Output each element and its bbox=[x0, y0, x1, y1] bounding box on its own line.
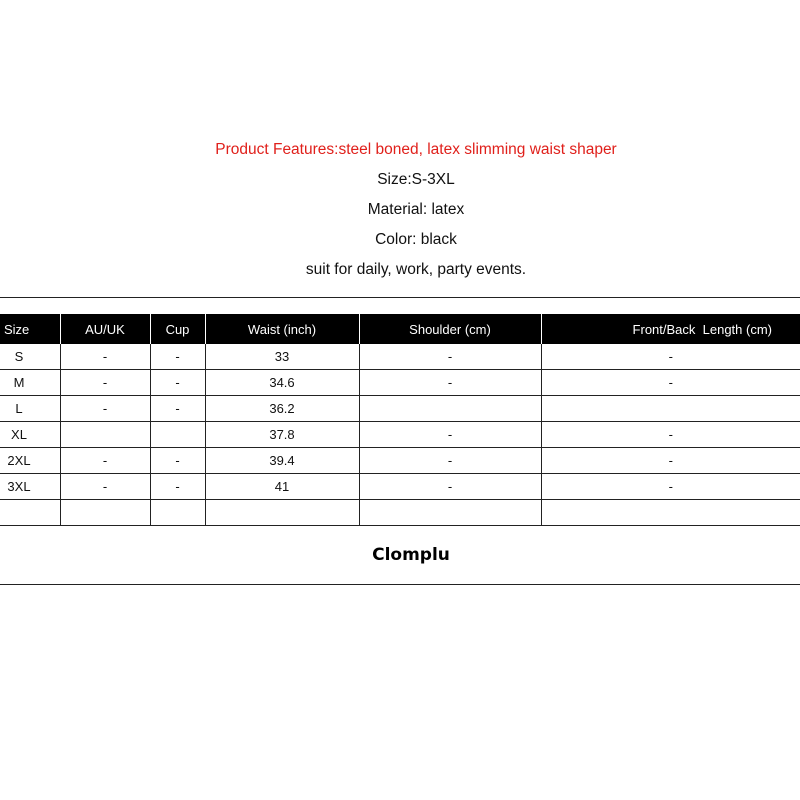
header-shoulder: Shoulder (cm) bbox=[359, 314, 541, 344]
cell-au-uk: - bbox=[60, 344, 150, 370]
header-front-back-length: Front/Back Length (cm) bbox=[541, 314, 800, 344]
cell-shoulder: - bbox=[359, 370, 541, 396]
size-label: XL bbox=[11, 427, 27, 442]
cell-front-back-length: - bbox=[541, 422, 800, 448]
table-row bbox=[0, 500, 800, 526]
cell-waist: 33 bbox=[205, 344, 359, 370]
cell-cup: - bbox=[150, 396, 205, 422]
cell-cup bbox=[150, 422, 205, 448]
cell-waist: 39.4 bbox=[205, 448, 359, 474]
table-row bbox=[0, 344, 800, 370]
cell-size bbox=[0, 422, 60, 448]
product-features bbox=[0, 138, 800, 288]
cell-shoulder: - bbox=[359, 474, 541, 500]
cell-shoulder bbox=[359, 500, 541, 526]
divider-bottom bbox=[0, 584, 800, 585]
cell-shoulder: - bbox=[359, 448, 541, 474]
cell-shoulder bbox=[359, 396, 541, 422]
cell-front-back-length bbox=[541, 396, 800, 422]
table-row bbox=[0, 370, 800, 396]
header-size: Size bbox=[0, 314, 60, 344]
cell-au-uk bbox=[60, 500, 150, 526]
color: Color: black bbox=[375, 231, 457, 248]
cell-cup: - bbox=[150, 370, 205, 396]
cell-au-uk: - bbox=[60, 396, 150, 422]
cell-front-back-length: - bbox=[541, 474, 800, 500]
cell-shoulder: - bbox=[359, 422, 541, 448]
table-header-row bbox=[0, 314, 800, 344]
cell-au-uk: - bbox=[60, 448, 150, 474]
cell-front-back-length: - bbox=[541, 448, 800, 474]
cell-cup: - bbox=[150, 474, 205, 500]
features-title: Product Features:steel boned, latex slimming waist shaper bbox=[215, 141, 617, 158]
size-range: Size:S-3XL bbox=[377, 171, 455, 188]
cell-cup: - bbox=[150, 344, 205, 370]
table-row bbox=[0, 422, 800, 448]
cell-waist: 34.6 bbox=[205, 370, 359, 396]
brand-name: Clomplu bbox=[372, 545, 450, 565]
cell-waist: 36.2 bbox=[205, 396, 359, 422]
size-label: 2XL bbox=[7, 453, 31, 468]
cell-size bbox=[0, 500, 60, 526]
header-au-uk: AU/UK bbox=[60, 314, 150, 344]
table-row bbox=[0, 396, 800, 422]
size-label: L bbox=[15, 401, 23, 416]
table-row bbox=[0, 474, 800, 500]
cell-size bbox=[0, 448, 60, 474]
material: Material: latex bbox=[367, 201, 465, 218]
cell-cup: - bbox=[150, 448, 205, 474]
cell-shoulder: - bbox=[359, 344, 541, 370]
cell-size bbox=[0, 370, 60, 396]
size-label: 3XL bbox=[7, 479, 31, 494]
table-row bbox=[0, 448, 800, 474]
header-waist: Waist (inch) bbox=[205, 314, 359, 344]
cell-cup bbox=[150, 500, 205, 526]
cell-au-uk bbox=[60, 422, 150, 448]
cell-au-uk: - bbox=[60, 370, 150, 396]
cell-size bbox=[0, 344, 60, 370]
size-label: M bbox=[13, 375, 25, 390]
cell-waist bbox=[205, 500, 359, 526]
cell-waist: 37.8 bbox=[205, 422, 359, 448]
cell-front-back-length bbox=[541, 500, 800, 526]
cell-size bbox=[0, 474, 60, 500]
usage: suit for daily, work, party events. bbox=[305, 261, 527, 278]
header-cup: Cup bbox=[150, 314, 205, 344]
divider-top bbox=[0, 297, 800, 298]
cell-size bbox=[0, 396, 60, 422]
cell-au-uk: - bbox=[60, 474, 150, 500]
size-label: S bbox=[14, 349, 24, 364]
cell-waist: 41 bbox=[205, 474, 359, 500]
cell-front-back-length: - bbox=[541, 370, 800, 396]
size-table bbox=[0, 314, 800, 526]
cell-front-back-length: - bbox=[541, 344, 800, 370]
